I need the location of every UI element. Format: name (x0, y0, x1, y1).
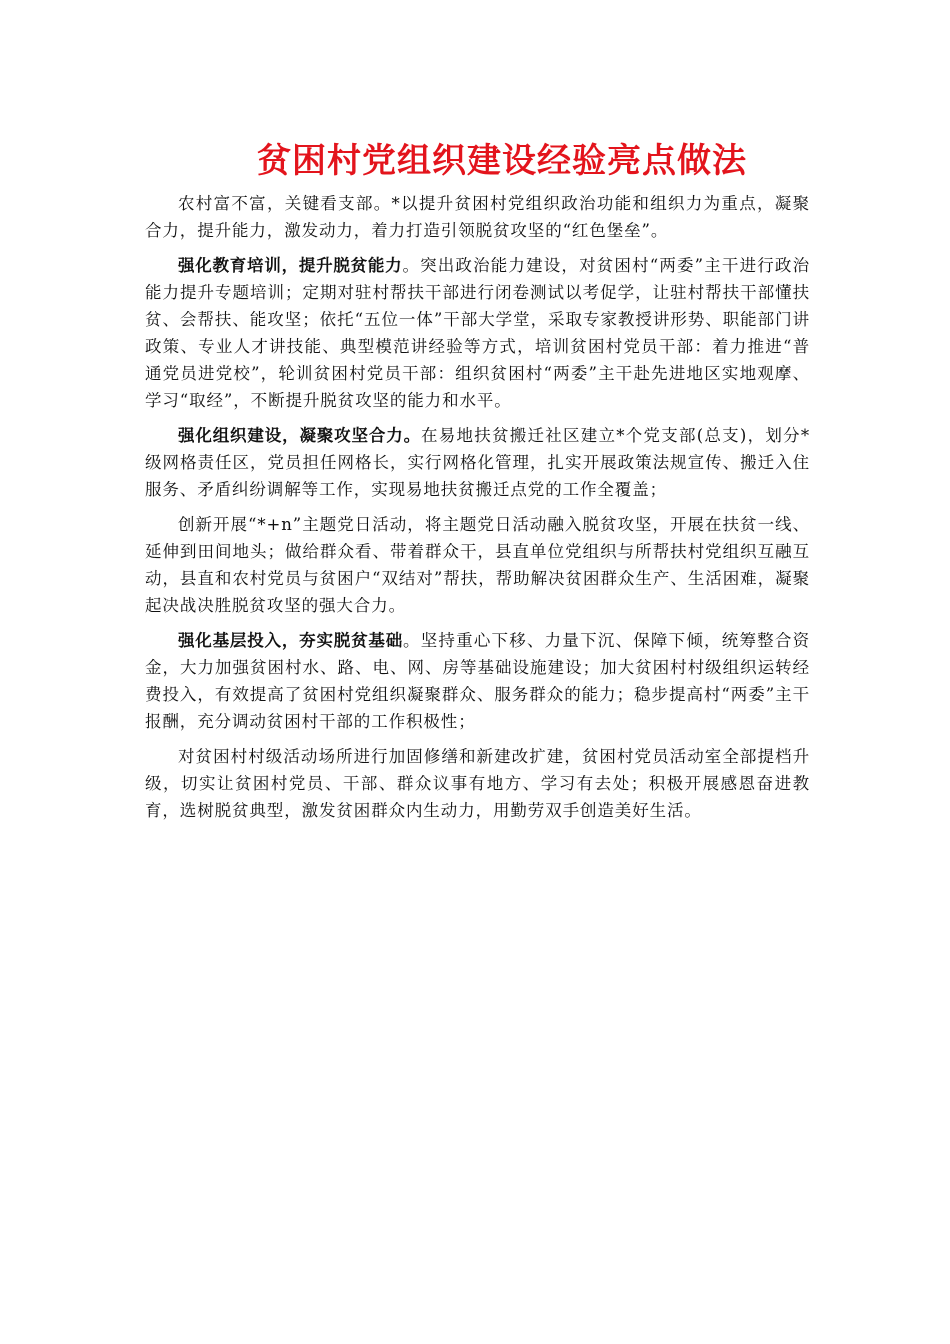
paragraph-text: 创新开展“*+n”主题党日活动，将主题党日活动融入脱贫攻坚，开展在扶贫一线、延伸到田间地头；做给群众看、带着群众干，县直单位党组织与所帮扶村党组织互融互动，县直和农村党员与贫困户“双结对”帮扶，帮助解决贫困群众生产、生活困难，凝聚起决战决胜脱贫攻坚的强大合力。 (145, 515, 810, 615)
paragraph-intro (145, 190, 810, 244)
paragraph-activity-venues (145, 743, 810, 824)
document-title: 贫困村党组织建设经验亮点做法 (257, 141, 747, 181)
paragraph-text: 对贫困村村级活动场所进行加固修缮和新建改扩建，贫困村党员活动室全部提档升级，切实让贫困村党员、干部、群众议事有地方、学习有去处；积极开展感恩奋进教育，选树脱贫典型，激发贫困群众内生动力，用勤劳双手创造美好生活。 (145, 747, 810, 820)
paragraph-text: 在易地扶贫搬迁社区建立*个党支部(总支)，划分*级网格责任区，党员担任网格长，实行网格化管理，扎实开展政策法规宣传、搬迁入住服务、矛盾纠纷调解等工作，实现易地扶贫搬迁点党的工作全覆盖； (145, 426, 811, 499)
paragraph-text: 。突出政治能力建设，对贫困村“两委”主干进行政治能力提升专题培训；定期对驻村帮扶干部进行闭卷测试以考促学，让驻村帮扶干部懂扶贫、会帮扶、能攻坚；依托“五位一体”干部大学堂，采取专家教授讲形势、职能部门讲政策、专业人才讲技能、典型模范讲经验等方式，培训贫困村党员干部：着力推进“普通党员进党校”，轮训贫困村党员干部：组织贫困村“两委”主干赴先进地区实地观摩、学习“取经”，不断提升脱贫攻坚的能力和水平。 (145, 256, 810, 410)
paragraph-organization-building (145, 422, 810, 503)
paragraph-lead: 强化教育培训，提升脱贫能力 (178, 256, 403, 275)
paragraph-lead: 强化基层投入，夯实脱贫基础 (178, 631, 404, 650)
paragraph-education-training (145, 252, 810, 414)
document-body (145, 190, 810, 832)
paragraph-lead: 强化组织建设，凝聚攻坚合力。 (178, 426, 421, 445)
paragraph-party-day-activities (145, 511, 810, 619)
paragraph-text: 。坚持重心下移、力量下沉、保障下倾，统筹整合资金，大力加强贫困村水、路、电、网、房等基础设施建设；加大贫困村村级组织运转经费投入，有效提高了贫困村党组织凝聚群众、服务群众的能力；稳步提高村“两委”主干报酬，充分调动贫困村干部的工作积极性； (145, 631, 811, 731)
paragraph-text: 农村富不富，关键看支部。*以提升贫困村党组织政治功能和组织力为重点，凝聚合力，提升能力，激发动力，着力打造引领脱贫攻坚的“红色堡垒”。 (145, 194, 810, 240)
paragraph-grassroots-investment (145, 627, 810, 735)
